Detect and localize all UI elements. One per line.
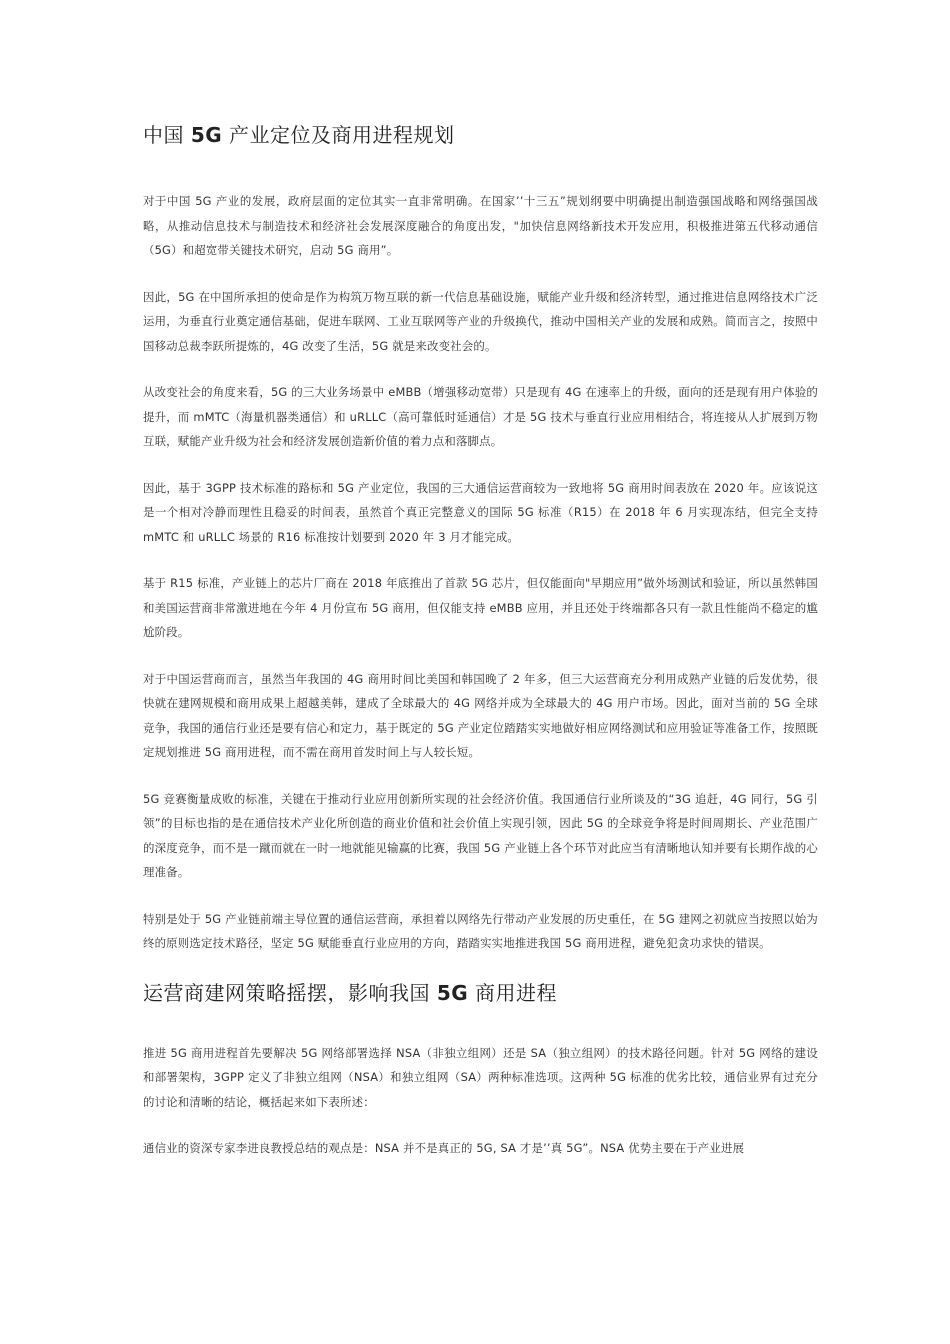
section-1-title: 中国 5G 产业定位及商用进程规划 (143, 123, 455, 147)
section-2-title: 运营商建网策略摇摆，影响我国 5G 商用进程 (143, 980, 558, 1005)
paragraph: 对于中国 5G 产业的发展，政府层面的定位其实一直非常明确。在国家’’十三五”规划纲要中明确提出制造强国战略和网络强国战略，从推动信息技术与制造技术和经济社会发展深度融合的角度出发，"加快信息网络新技术开发应用，积极推进第五代移动通信（5G）和超宽带关键技术研究，启动 5G 商用”。 (143, 194, 818, 257)
paragraph: 推进 5G 商用进程首先要解决 5G 网络部署选择 NSA（非独立组网）还是 SA（独立组网）的技术路径问题。针对 5G 网络的建设和部署架构，3GPP 定义了非独立组网（NSA）和独立组网（SA）两种标准选项。这两种 5G 标准的优劣比较，通信业界有过充分的讨论和清晰的结论，概括起来如下表所述： (143, 1045, 818, 1109)
document-body (143, 120, 818, 1161)
paragraph: 5G 竞赛衡量成败的标准，关键在于推动行业应用创新所实现的社会经济价值。我国通信行业所谈及的“3G 追赶，4G 同行，5G 引领”的目标也指的是在通信技术产业化所创造的商业价值和社会价值上实现引领，因此 5G 的全球竞争将是时间周期长、产业范围广的深度竞争，而不是一蹴而就在一时一地就能见输赢的比赛，我国 5G 产业链上各个环节对此应当有清晰地认知并要有长期作战的心理准备。 (143, 791, 818, 879)
paragraph: 基于 R15 标准，产业链上的芯片厂商在 2018 年底推出了首款 5G 芯片，但仅能面向"早期应用”做外场测试和验证，所以虽然韩国和美国运营商非常激进地在今年 4 月份宣布 5G 商用，但仅能支持 eMBB 应用，并且还处于终端都各只有一款且性能尚不稳定的尴尬阶段。 (143, 576, 818, 639)
paragraph: 对于中国运营商而言，虽然当年我国的 4G 商用时间比美国和韩国晚了 2 年多，但三大运营商充分利用成熟产业链的后发优势，很快就在建网规模和商用成果上超越美韩，建成了全球最大的 4G 网络并成为全球最大的 4G 用户市场。因此，面对当前的 5G 全球竞争，我国的通信行业还是要有信心和定力，基于既定的 5G 产业定位踏踏实实地做好相应网络测试和应用验证等准备工作，按照既定规划推进 5G 商用进程，而不需在商用首发时间上与人较长短。 (143, 671, 818, 759)
paragraph: 因此，基于 3GPP 技术标准的路标和 5G 产业定位，我国的三大通信运营商较为一致地将 5G 商用时间表放在 2020 年。应该说这是一个相对冷静而理性且稳妥的时间表，虽然首个真正完整意义的国际 5G 标准（R15）在 2018 年 6 月实现冻结，但完全支持 mMTC 和 uRLLC 场景的 R16 标准按计划要到 2020 年 3 月才能完成。 (143, 480, 818, 544)
paragraph: 通信业的资深专家李进良教授总结的观点是：NSA 并不是真正的 5G, SA 才是’’真 5G”。NSA 优势主要在于产业进展 (143, 1141, 745, 1155)
paragraph: 特别是处于 5G 产业链前端主导位置的通信运营商，承担着以网络先行带动产业发展的历史重任，在 5G 建网之初就应当按照以始为终的原则选定技术路径，坚定 5G 赋能垂直行业应用的方向，踏踏实实地推进我国 5G 商用进程，避免犯贪功求快的错误。 (143, 911, 818, 950)
paragraph: 因此，5G 在中国所承担的使命是作为构筑万物互联的新一代信息基础设施，赋能产业升级和经济转型，通过推进信息网络技术广泛运用，为垂直行业奠定通信基础，促进车联网、工业互联网等产业的升级换代，推动中国相关产业的发展和成熟。简而言之，按照中国移动总裁李跃所提炼的，4G 改变了生活，5G 就是来改变社会的。 (143, 289, 818, 353)
paragraph: 从改变社会的角度来看，5G 的三大业务场景中 eMBB（增强移动宽带）只是现有 4G 在速率上的升级，面向的还是现有用户体验的提升，而 mMTC（海量机器类通信）和 uRLLC（高可靠低时延通信）才是 5G 技术与垂直行业应用相结合，将连接从人扩展到万物互联，赋能产业升级为社会和经济发展创造新价值的着力点和落脚点。 (143, 385, 818, 448)
